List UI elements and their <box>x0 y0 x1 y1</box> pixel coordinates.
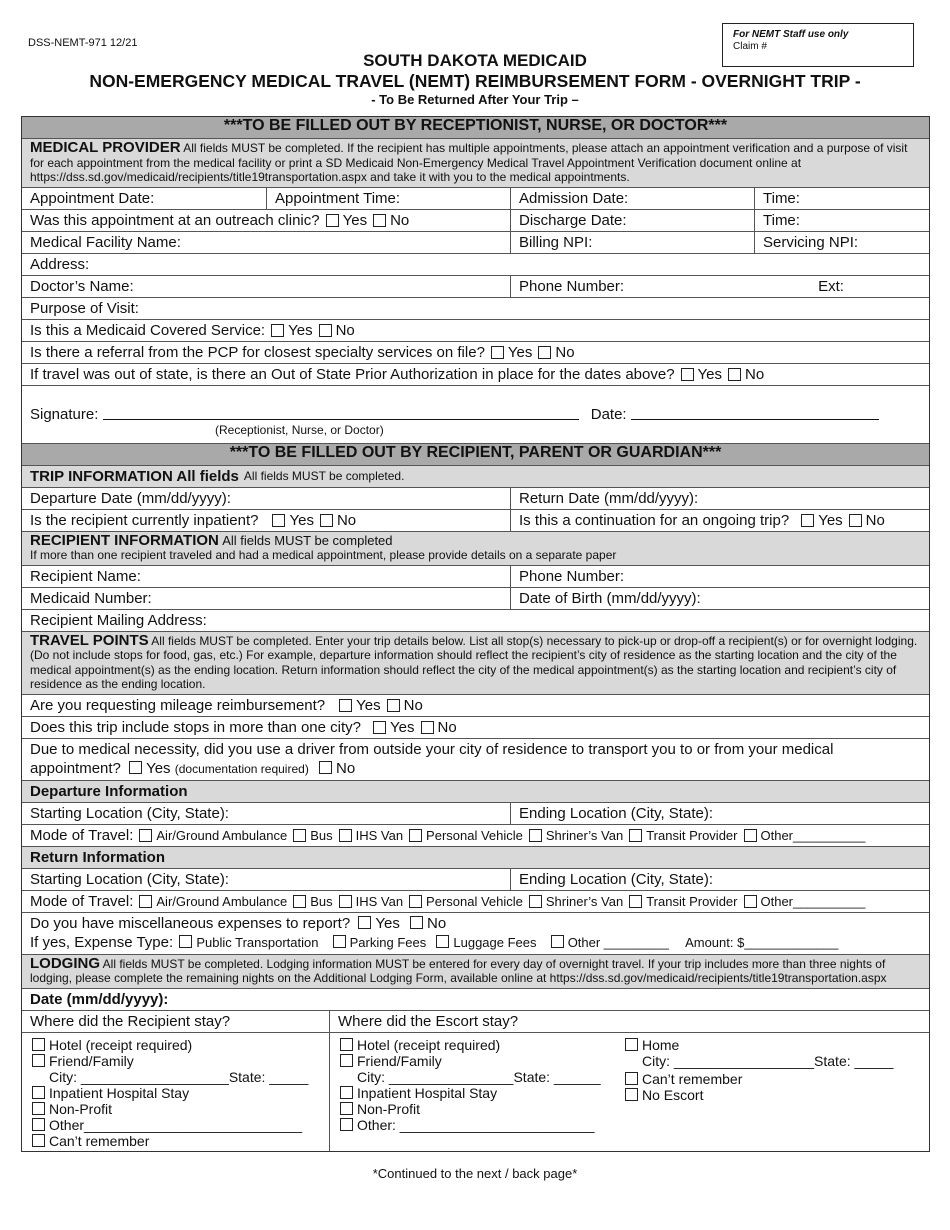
facility-name-field[interactable]: Medical Facility Name: <box>30 233 181 251</box>
admission-time-field[interactable]: Time: <box>754 188 929 209</box>
return-ambulance-checkbox[interactable] <box>139 895 152 908</box>
return-locations-row <box>22 869 929 891</box>
documentation-required-note: (documentation required) <box>174 761 309 776</box>
lodging-options <box>22 1033 929 1151</box>
form-subtitle: NON-EMERGENCY MEDICAL TRAVEL (NEMT) REIMBURSEMENT FORM - OVERNIGHT TRIP - <box>89 71 861 91</box>
recipient-banner <box>22 444 929 466</box>
parking-fees-checkbox[interactable] <box>333 935 346 948</box>
stops-question: Does this trip include stops in more than one city? <box>30 718 362 736</box>
covered-service-question: Is this a Medicaid Covered Service: <box>30 321 266 339</box>
inpatient-no-checkbox[interactable] <box>320 514 333 527</box>
lodging-date-field[interactable]: Date (mm/dd/yyyy): <box>30 990 169 1008</box>
departure-bus-checkbox[interactable] <box>293 829 306 842</box>
discharge-time-field[interactable]: Time: <box>754 210 929 231</box>
purpose-row <box>22 298 929 320</box>
return-end-location-field[interactable]: Ending Location (City, State): <box>510 869 929 890</box>
recipient-information-header <box>22 532 929 566</box>
signature-row <box>22 386 929 444</box>
recipient-hotel-checkbox[interactable] <box>32 1038 45 1051</box>
lodging-heading: LODGING <box>30 954 100 972</box>
purpose-of-visit-field[interactable]: Purpose of Visit: <box>30 299 139 317</box>
departure-personal-vehicle-checkbox[interactable] <box>409 829 422 842</box>
outreach-row <box>22 210 929 232</box>
form-instruction: - To Be Returned After Your Trip – <box>371 92 579 107</box>
lodging-date-row <box>22 989 929 1011</box>
stay-questions-row <box>22 1011 929 1033</box>
out-of-state-no-checkbox[interactable] <box>728 368 741 381</box>
expense-amount-field[interactable]: Amount: $_____________ <box>685 934 839 950</box>
trip-dates-row <box>22 488 929 510</box>
mileage-yes-checkbox[interactable] <box>339 699 352 712</box>
return-transit-provider-checkbox[interactable] <box>629 895 642 908</box>
departure-other-checkbox[interactable] <box>744 829 757 842</box>
form-number: DSS-NEMT-971 12/21 <box>28 37 138 49</box>
appointment-time-field[interactable]: Appointment Time: <box>266 188 510 209</box>
billing-npi-field[interactable]: Billing NPI: <box>510 232 754 253</box>
referral-question: Is there a referral from the PCP for closest specialty services on file? <box>30 343 485 361</box>
public-transportation-checkbox[interactable] <box>179 935 192 948</box>
driver-question: Due to medical necessity, did you use a driver from outside your city of residence to transport you to or from your medical appointment? <box>30 740 834 777</box>
referral-yes-checkbox[interactable] <box>491 346 504 359</box>
departure-information-header <box>22 781 929 803</box>
return-date-field[interactable]: Return Date (mm/dd/yyyy): <box>510 488 929 509</box>
medical-provider-heading: MEDICAL PROVIDER <box>30 139 181 156</box>
lodging-header <box>22 955 929 989</box>
outreach-clinic-question: Was this appointment at an outreach clinic? Yes No <box>30 211 410 229</box>
return-personal-vehicle-checkbox[interactable] <box>409 895 422 908</box>
recipient-non-profit-checkbox[interactable] <box>32 1102 45 1115</box>
continuation-question: Is this a continuation for an ongoing trip? <box>519 511 790 529</box>
appointment-row <box>22 188 929 210</box>
provider-banner <box>22 117 929 139</box>
out-of-state-yes-checkbox[interactable] <box>681 368 694 381</box>
signature-caption: (Receptionist, Nurse, or Doctor) <box>215 422 384 437</box>
staff-box-title: For NEMT Staff use only <box>733 29 849 40</box>
expense-type-label: Expense Type: <box>74 933 174 951</box>
referral-no-checkbox[interactable] <box>538 346 551 359</box>
return-shriners-van-checkbox[interactable] <box>529 895 542 908</box>
mileage-question: Are you requesting mileage reimbursement? <box>30 696 326 714</box>
claim-number-field[interactable]: Claim # <box>733 41 767 52</box>
escort-home-checkbox[interactable] <box>625 1038 638 1051</box>
escort-stay-options: Hotel (receipt required) Friend/Family City: ________________State: ______ Inpatient Hospital Stay Non-Profit Other: _________________________ Home City: __________________State: _____ Can’t remember No Escort <box>329 1033 929 1151</box>
recipient-other-checkbox[interactable] <box>32 1118 45 1131</box>
form-title: SOUTH DAKOTA MEDICAID <box>363 51 587 70</box>
departure-heading: Departure Information <box>30 782 188 800</box>
address-row <box>22 254 929 276</box>
continued-note: *Continued to the next / back page* <box>372 1166 578 1181</box>
luggage-fees-checkbox[interactable] <box>436 935 449 948</box>
recipient-city-state-field[interactable]: City: ___________________State: _____ <box>49 1068 309 1085</box>
return-ihs-van-checkbox[interactable] <box>339 895 352 908</box>
admission-date-field[interactable]: Admission Date: <box>510 188 754 209</box>
date-of-birth-field[interactable]: Date of Birth (mm/dd/yyyy): <box>510 588 929 609</box>
return-mode-row: Mode of Travel: Air/Ground Ambulance Bus IHS Van Personal Vehicle Shriner’s Van Transit Provider Other__________ <box>22 891 929 913</box>
extension-field[interactable]: Ext: <box>818 277 844 295</box>
mileage-row: Are you requesting mileage reimbursement? Yes No <box>22 695 929 717</box>
mailing-address-row <box>22 610 929 632</box>
return-mode-label: Mode of Travel: <box>30 892 134 910</box>
escort-inpatient-checkbox[interactable] <box>340 1086 353 1099</box>
medicaid-number-field[interactable]: Medicaid Number: <box>30 589 152 607</box>
medicaid-row <box>22 588 929 610</box>
travel-points-heading: TRAVEL POINTS <box>30 631 149 649</box>
out-of-state-question: If travel was out of state, is there an Out of State Prior Authorization in place for the dates above? <box>30 365 675 383</box>
departure-date-field[interactable]: Departure Date (mm/dd/yyyy): <box>30 489 231 507</box>
departure-shriners-van-checkbox[interactable] <box>529 829 542 842</box>
facility-row <box>22 232 929 254</box>
continuation-no-checkbox[interactable] <box>849 514 862 527</box>
return-bus-checkbox[interactable] <box>293 895 306 908</box>
provider-banner-text: ***TO BE FILLED OUT BY RECEPTIONIST, NURSE, OR DOCTOR*** <box>223 117 728 134</box>
misc-expenses-row: Do you have miscellaneous expenses to report? Yes No If yes, Expense Type: Public Transportation Parking Fees Luggage Fees Other _________ Amount: $_____________ <box>22 913 929 955</box>
departure-mode-label: Mode of Travel: <box>30 826 134 844</box>
driver-yes-checkbox[interactable] <box>129 761 142 774</box>
provider-phone-field[interactable]: Phone Number: Ext: <box>510 276 929 297</box>
signature-line[interactable] <box>103 406 579 420</box>
return-other-checkbox[interactable] <box>744 895 757 908</box>
signature-date-line[interactable] <box>631 406 879 420</box>
escort-hotel-checkbox[interactable] <box>340 1038 353 1051</box>
return-start-location-field[interactable]: Starting Location (City, State): <box>30 870 229 888</box>
departure-locations-row <box>22 803 929 825</box>
driver-no-checkbox[interactable] <box>319 761 332 774</box>
recipient-stay-options: Hotel (receipt required) Friend/Family City: ___________________State: _____ Inpatient Hospital Stay Non-Profit Other____________________________ Can’t remember <box>22 1033 329 1151</box>
recipient-phone-field[interactable]: Phone Number: <box>510 566 929 587</box>
outreach-yes-checkbox[interactable] <box>326 214 339 227</box>
escort-stay-label: Where did the Escort stay? <box>329 1011 929 1032</box>
recipient-info-heading: RECIPIENT INFORMATION <box>30 531 219 549</box>
outreach-no-checkbox[interactable] <box>373 214 386 227</box>
date-label: Date: <box>590 405 627 423</box>
doctor-row <box>22 276 929 298</box>
misc-expenses-question: Do you have miscellaneous expenses to report? <box>30 914 351 932</box>
misc-yes-checkbox[interactable] <box>358 916 371 929</box>
departure-ambulance-checkbox[interactable] <box>139 829 152 842</box>
recipient-name-field[interactable]: Recipient Name: <box>30 567 141 585</box>
out-of-state-row: If travel was out of state, is there an Out of State Prior Authorization in place for the dates above? Yes No <box>22 364 929 386</box>
trip-info-note: All fields MUST be completed. <box>243 469 405 483</box>
recipient-friend-family-checkbox[interactable] <box>32 1054 45 1067</box>
appointment-date-field[interactable]: Appointment Date: <box>30 189 155 207</box>
no-escort-checkbox[interactable] <box>625 1088 638 1101</box>
if-yes-label: If yes, <box>30 933 71 951</box>
recipient-inpatient-checkbox[interactable] <box>32 1086 45 1099</box>
trip-info-heading: TRIP INFORMATION All fields <box>30 467 239 485</box>
covered-yes-checkbox[interactable] <box>271 324 284 337</box>
escort-home-city-state-field[interactable]: City: __________________State: _____ <box>642 1052 894 1069</box>
escort-friend-family-checkbox[interactable] <box>340 1054 353 1067</box>
recipient-stay-label: Where did the Recipient stay? <box>30 1012 231 1030</box>
stops-row: Does this trip include stops in more than one city? Yes No <box>22 717 929 739</box>
recipient-info-note: All fields MUST be completed <box>222 532 393 548</box>
discharge-date-field[interactable]: Discharge Date: <box>510 210 754 231</box>
servicing-npi-field[interactable]: Servicing NPI: <box>754 232 929 253</box>
covered-service-row: Is this a Medicaid Covered Service: Yes No <box>22 320 929 342</box>
referral-row: Is there a referral from the PCP for closest specialty services on file? Yes No <box>22 342 929 364</box>
departure-start-location-field[interactable]: Starting Location (City, State): <box>30 804 229 822</box>
recipient-name-row <box>22 566 929 588</box>
recipient-banner-text: ***TO BE FILLED OUT BY RECIPIENT, PARENT OR GUARDIAN*** <box>229 443 722 461</box>
recipient-cant-remember-checkbox[interactable] <box>32 1134 45 1147</box>
inpatient-question: Is the recipient currently inpatient? <box>30 511 259 529</box>
escort-cant-remember-checkbox[interactable] <box>625 1072 638 1085</box>
return-information-header <box>22 847 929 869</box>
travel-points-header <box>22 632 929 695</box>
medical-provider-instructions: All fields MUST be completed. If the recipient has multiple appointments, please attach an appointment verification and a purpose of visit for each appointment from the medical facility or print a SD Medicaid Non-Emergency Medical Travel Appointment Verification document online at https://dss.sd.gov/medicaid/recipients/title19transportation.aspx and take it with you to the medical appointments. <box>30 141 908 184</box>
lodging-instructions: All fields MUST be completed. Lodging information MUST be entered for every day of overnight travel. If your trip includes more than three nights of lodging, please complete the remaining nights on the Additional Lodging Form, available online at https://dss.sd.gov/medicaid/recipients/title19transportation.aspx <box>30 956 887 985</box>
continuation-yes-checkbox[interactable] <box>801 514 814 527</box>
medical-provider-note <box>22 139 929 188</box>
mileage-no-checkbox[interactable] <box>387 699 400 712</box>
covered-no-checkbox[interactable] <box>319 324 332 337</box>
address-field[interactable]: Address: <box>30 255 90 273</box>
inpatient-row: Is the recipient currently inpatient? Yes No Is this a continuation for an ongoing trip? Yes No <box>22 510 929 532</box>
signature-label: Signature: <box>30 405 99 423</box>
driver-row: Due to medical necessity, did you use a driver from outside your city of residence to transport you to or from your medical appointment? Yes (documentation required) No <box>22 739 929 781</box>
departure-mode-row: Mode of Travel: Air/Ground Ambulance Bus IHS Van Personal Vehicle Shriner’s Van Transit Provider Other__________ <box>22 825 929 847</box>
other-expense-checkbox[interactable] <box>551 935 564 948</box>
escort-non-profit-checkbox[interactable] <box>340 1102 353 1115</box>
escort-other-checkbox[interactable] <box>340 1118 353 1131</box>
stops-no-checkbox[interactable] <box>421 721 434 734</box>
stops-yes-checkbox[interactable] <box>373 721 386 734</box>
return-heading: Return Information <box>30 848 165 866</box>
travel-points-instructions: All fields MUST be completed. Enter your trip details below. List all stop(s) necessary to pick-up or drop-off a recipient(s) or for overnight lodging. (Do not include stops for food, gas, etc.) For example, departure information should reflect the recipient’s city of residence as the starting location and the city of the medical appointment(s) as the ending location. Return information should reflect the city of the medical appointment(s) as the starting location and recipient’s city of residence as the ending location. <box>30 633 918 691</box>
inpatient-yes-checkbox[interactable] <box>272 514 285 527</box>
misc-no-checkbox[interactable] <box>410 916 423 929</box>
departure-transit-provider-checkbox[interactable] <box>629 829 642 842</box>
trip-information-header <box>22 466 929 488</box>
doctor-name-field[interactable]: Doctor’s Name: <box>30 277 134 295</box>
recipient-info-note-2: If more than one recipient traveled and had a medical appointment, please provide details on a separate paper <box>30 548 617 562</box>
mailing-address-field[interactable]: Recipient Mailing Address: <box>30 611 207 629</box>
escort-city-state-field[interactable]: City: ________________State: ______ <box>357 1068 601 1085</box>
departure-ihs-van-checkbox[interactable] <box>339 829 352 842</box>
departure-end-location-field[interactable]: Ending Location (City, State): <box>510 803 929 824</box>
nemt-form <box>21 116 930 1152</box>
